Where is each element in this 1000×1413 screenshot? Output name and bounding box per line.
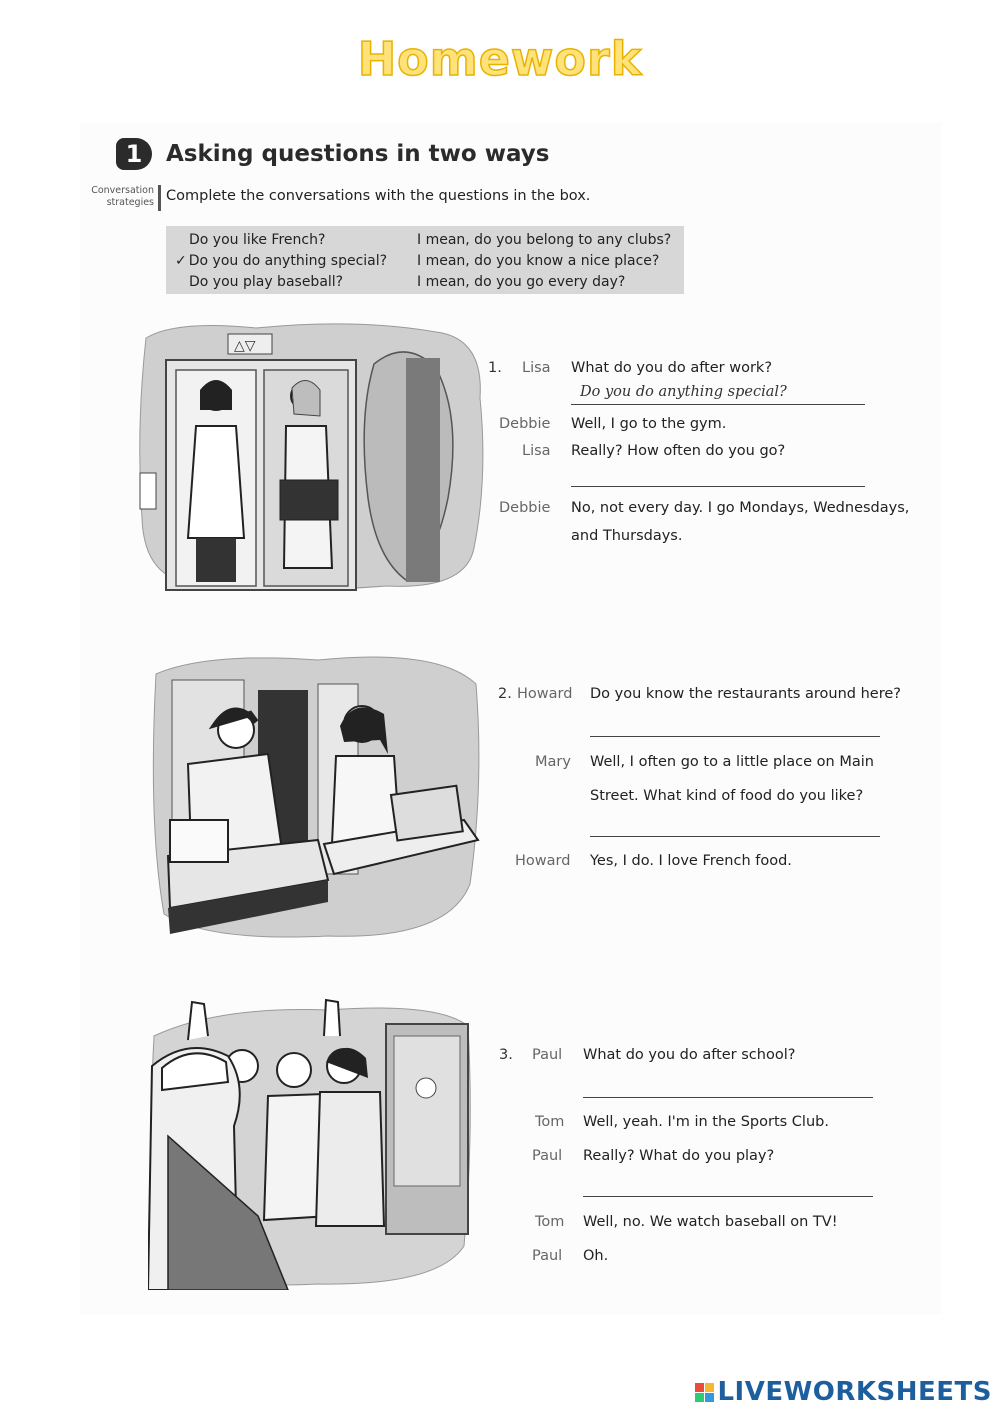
dialogue-line: Well, no. We watch baseball on TV! xyxy=(583,1214,838,1230)
dialogue-line: Well, yeah. I'm in the Sports Club. xyxy=(583,1114,829,1130)
answer-blank[interactable] xyxy=(590,836,880,837)
dialogue-line: Do you know the restaurants around here? xyxy=(590,686,901,702)
strategy-label: Conversation strategies xyxy=(91,185,154,208)
page-title: Homework xyxy=(357,32,643,86)
section-number: 1 xyxy=(116,138,152,170)
speaker-name: Paul xyxy=(532,1248,563,1264)
speaker-name: Paul xyxy=(532,1047,563,1063)
dialogue-line: and Thursdays. xyxy=(571,528,683,544)
dialogue-line: Really? What do you play? xyxy=(583,1148,775,1164)
speaker-name: Debbie xyxy=(499,416,551,432)
svg-text:△▽: △▽ xyxy=(234,338,256,354)
speaker-name: Howard xyxy=(515,853,571,869)
box-question: Do you play baseball? xyxy=(189,274,344,290)
dialogue-line: Well, I often go to a little place on Main xyxy=(590,754,874,770)
check-icon: ✓ xyxy=(175,253,187,269)
liveworksheets-logo-icon xyxy=(695,1383,714,1402)
speaker-name: Paul xyxy=(532,1148,563,1164)
conversation-number: 3. xyxy=(499,1047,513,1063)
answer-blank[interactable] xyxy=(571,486,865,487)
illustration-sports-fans-scene xyxy=(148,996,474,1290)
liveworksheets-logo[interactable] xyxy=(695,1377,992,1407)
worksheet xyxy=(80,122,942,1314)
strategy-divider xyxy=(158,185,161,211)
speaker-name: Tom xyxy=(535,1114,565,1130)
example-answer: Do you do anything special? xyxy=(580,384,787,400)
dialogue-line: Really? How often do you go? xyxy=(571,443,786,459)
dialogue-line: Street. What kind of food do you like? xyxy=(590,788,864,804)
speaker-name: Lisa xyxy=(522,360,551,376)
box-question: Do you like French? xyxy=(189,232,326,248)
answer-blank[interactable] xyxy=(590,736,880,737)
box-question: I mean, do you know a nice place? xyxy=(417,253,660,269)
answer-blank[interactable] xyxy=(571,404,865,405)
instruction: Complete the conversations with the questions in the box. xyxy=(166,188,591,204)
illustration-elevator-scene xyxy=(136,318,488,594)
speaker-name: Debbie xyxy=(499,500,551,516)
dialogue-line: What do you do after school? xyxy=(583,1047,796,1063)
dialogue-line: Well, I go to the gym. xyxy=(571,416,727,432)
speaker-name: Howard xyxy=(517,686,573,702)
conversation-number: 1. xyxy=(488,360,502,376)
dialogue-line: What do you do after work? xyxy=(571,360,773,376)
dialogue-line: No, not every day. I go Mondays, Wednesdays, xyxy=(571,500,910,516)
dialogue-line: Yes, I do. I love French food. xyxy=(590,853,792,869)
speaker-name: Lisa xyxy=(522,443,551,459)
box-question: I mean, do you belong to any clubs? xyxy=(417,232,672,248)
section-title: Asking questions in two ways xyxy=(166,141,550,167)
question-box xyxy=(166,226,684,294)
answer-blank[interactable] xyxy=(583,1097,873,1098)
conversation-number: 2. xyxy=(498,686,512,702)
illustration-office-scene xyxy=(148,644,484,944)
box-question: I mean, do you go every day? xyxy=(417,274,626,290)
dialogue-line: Oh. xyxy=(583,1248,609,1264)
answer-blank[interactable] xyxy=(583,1196,873,1197)
speaker-name: Mary xyxy=(535,754,571,770)
speaker-name: Tom xyxy=(535,1214,565,1230)
liveworksheets-brand: LIVEWORKSHEETS xyxy=(717,1377,992,1407)
box-question-example: ✓ Do you do anything special? xyxy=(175,253,388,269)
